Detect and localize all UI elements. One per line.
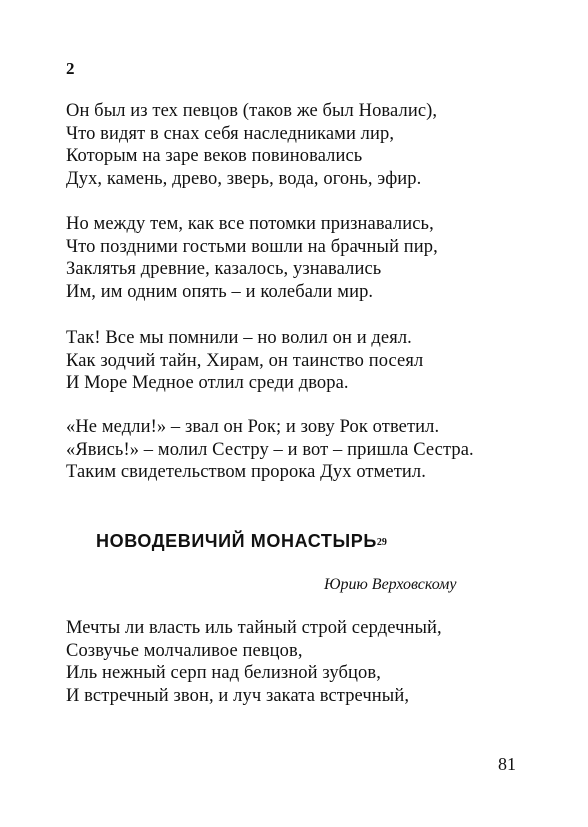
section-number: 2 (66, 59, 75, 78)
verse-line: И Море Медное отлил среди двора. (66, 373, 349, 393)
verse-line: Которым на заре веков повиновались (66, 146, 363, 166)
verse-line: Он был из тех певцов (таков же был Новалис), (66, 101, 438, 121)
verse-line: Как зодчий тайн, Хирам, он таинство посеял (66, 350, 424, 371)
verse-line: Иль нежный серп над белизной зубцов, (66, 663, 381, 683)
verse-line: Что видят в снах себя наследниками лир, (66, 123, 395, 144)
verse-line: Им, им одним опять – и колебали мир. (66, 281, 374, 302)
footnote-marker[interactable]: 29 (376, 537, 387, 548)
verse-line: Но между тем, как все потомки признавались, (66, 214, 434, 234)
stanza-poem2-1 (66, 617, 546, 707)
verse-line: «Явись!» – молил Сестру – и вот – пришла Сестра. (66, 439, 474, 460)
stanza-3 (66, 327, 546, 395)
stanza-1 (66, 100, 546, 190)
verse-line: Что поздними гостьми вошли на брачный пир, (66, 236, 438, 257)
verse-line: Мечты ли власть иль тайный строй сердечный, (66, 618, 442, 638)
stanza-4 (66, 416, 546, 484)
dedication: Юрию Верховскому (324, 576, 457, 593)
poem-title-text: НОВОДЕВИЧИЙ МОНАСТЫРЬ (96, 531, 377, 551)
verse-line: Заклятья древние, казалось, узнавались (66, 259, 382, 279)
page-number: 81 (498, 754, 516, 774)
verse-line: Дух, камень, древо, зверь, вода, огонь, эфир. (66, 168, 422, 189)
poem-title (96, 529, 387, 553)
verse-line: Так! Все мы помнили – но волил он и деял. (66, 328, 412, 348)
verse-line: «Не медли!» – звал он Рок; и зову Рок ответил. (66, 417, 440, 437)
verse-line: И встречный звон, и луч заката встречный, (66, 685, 410, 706)
verse-line: Созвучье молчаливое певцов, (66, 640, 303, 661)
verse-line: Таким свидетельством пророка Дух отметил. (66, 462, 426, 482)
stanza-2 (66, 213, 546, 303)
